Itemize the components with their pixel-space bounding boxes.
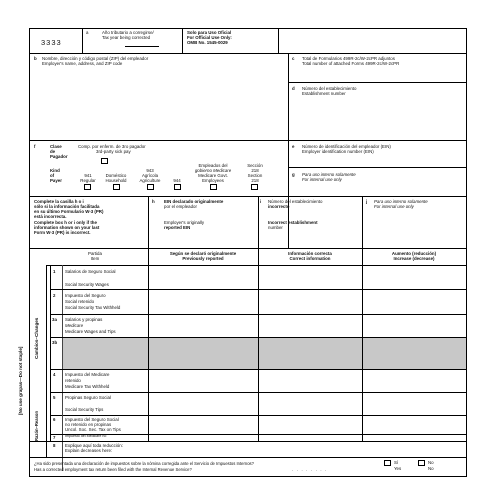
item-e-letter: e xyxy=(292,144,295,149)
checkbox-section-218[interactable] xyxy=(251,184,258,190)
yes-en: Yes xyxy=(394,466,402,471)
checkbox-944[interactable] xyxy=(174,184,181,190)
item-j-letter: j xyxy=(366,199,368,204)
row-2-adjustment-field[interactable] xyxy=(362,289,466,314)
row-8-en: Explain decreases here: xyxy=(65,448,113,453)
row-6-correct-field[interactable] xyxy=(258,415,362,434)
reason-label: Razón–Reason xyxy=(34,410,39,441)
row-7-es1: Impuesto del Medicare no xyxy=(65,434,107,438)
row-4-en: Medicare Tax Withheld xyxy=(65,384,110,389)
checkbox-sick-pay[interactable] xyxy=(101,158,108,164)
de-label: de xyxy=(50,149,56,154)
row-7-previous-field[interactable] xyxy=(148,434,258,441)
row-4-es1: Impuesto del Medicare xyxy=(65,372,110,377)
kind-household-es: Doméstico xyxy=(105,173,127,178)
col-prev-es: Según se declaró originalmente xyxy=(169,251,237,256)
col-adj-es: Aumento (reducción) xyxy=(391,251,437,256)
item-a-letter: a xyxy=(86,30,89,35)
item-b-label-es: Nombre, dirección y código postal (ZIP) del empleador xyxy=(42,56,149,61)
col-corr-es: Información correcta xyxy=(288,251,332,256)
item-c-label-es: Total de Formularios 499R-2c/W-2cPR adjuntos xyxy=(302,56,395,61)
row-6-num: 6 xyxy=(53,417,56,422)
col-partida: Partida xyxy=(88,251,102,256)
item-e-label-en: Employer identification number (EIN) xyxy=(302,149,374,154)
kind-label: Kind xyxy=(50,168,60,173)
row-4-es2: retenido xyxy=(65,378,81,383)
checkbox-no[interactable] xyxy=(418,460,425,466)
checkbox-agriculture[interactable] xyxy=(147,184,154,190)
row-6-en: Uncol. Soc. Sec. Tax on Tips xyxy=(65,427,121,432)
row-1-previous-field[interactable] xyxy=(148,265,258,289)
yes-es: Sí xyxy=(394,460,399,465)
omb-number: OMB No. 1545-0029 xyxy=(187,40,228,45)
instr-line-5: Complete box h or i only if the xyxy=(34,220,97,225)
checkbox-yes[interactable] xyxy=(384,460,391,466)
kind-section: Section xyxy=(247,173,263,178)
item-b-label-en: Employer's name, address, and ZIP code xyxy=(42,61,123,66)
row-2-es2: Social retenido xyxy=(65,299,95,304)
kind-household-en: Household xyxy=(105,178,127,183)
row-3a-en: Medicare Wages and Tips xyxy=(65,329,116,334)
item-g-letter: g xyxy=(292,172,295,177)
checkbox-medicare-govt[interactable] xyxy=(210,184,217,190)
no-es: No xyxy=(428,460,434,465)
item-c-letter: c xyxy=(292,56,295,61)
changes-label: Cambios–Changes xyxy=(34,317,39,359)
row-4-correct-field[interactable] xyxy=(258,369,362,392)
kind-941-label: Regular xyxy=(80,178,96,183)
kind-218-a: 218 xyxy=(251,168,259,173)
form-w3cpr: 3333 a Año tributario a corregirse/ Tax year being corrected Solo para Uso Oficial For Official Use Only: OMB No. 1545-0029 b Nombre, dirección y código postal (ZIP) del empleador Employer's name, address, and ZIP code c Total de Formularios 499R-2c/W-2cPR adjuntos Total number of attached Forms 499R-2c/W-2cPR d Número del establecimiento Establishment number f Clase de Pagador Comp. por enferm. de 3ro pagador 3rd-party sick pay Kind of Payer 941 Regular Doméstico Household 943 Agrícola Agriculture 944 Empleados del gobierno Medicare Medicare Govt. Employees Sección 218 Section 218 e Número de identificación del empleador (EIN) Employer identification number (EIN) g Para uso interno solamente For internal use only Complete la casilla h o i sólo si la información facilitada en su último Formulario W-3 (PR) está incorrecta. Complete box h or i only if the information shown on your last Form W-3 (PR) is incorrect. h EIN declarado originalmente por el empleador Employer's originally reported EIN i Número del establecimiento incorrecto Incorrect establishment number j Para uso interno solamente For internal use only Partida Item Según se declaró originalmente Previously reported Información correcta Correct information Aumento (reducción) Increase (decrease) [No use grapas—Do not staple] Cambios–Changes Razón–Reason 1 Salarios de Seguro Social Social Security Wages 2 Impuesto del Seguro Social retenido Social Security Tax Withheld 3a Salarios y propinas Medicare Medicare Wages and Tips 3b 4 Impuesto del Medicare retenido Medicare Tax Withheld 5 Propinas Seguro Social Social Security Tips 6 Impuesto del Seguro Social no retenido en propinas Uncol. Soc. Sec. Tax on Tips 7 Impuesto del Medicare no 8 Explique aquí toda reducción: Explain decreases here: ¿Ha sido presentada una declaración de impuestos sobre la nómina corregida ante el Servicio de Impuestos Internos? Has a corrected employment tax return been filed with the Internal Revenue Service? . . . . . . . . Sí Yes No No xyxy=(29,28,467,477)
payer-label: Payer xyxy=(50,178,62,183)
kind-944-num: 944 xyxy=(173,178,181,183)
row-5-en: Social Security Tips xyxy=(65,407,104,412)
row-3a-num: 3a xyxy=(52,317,57,322)
row-2-es1: Impuesto del Seguro xyxy=(65,293,106,298)
row-2-en: Social Security Tax Withheld xyxy=(65,305,121,310)
row-3b-num: 3b xyxy=(52,340,58,345)
item-j-en: For internal use only xyxy=(374,204,414,209)
instr-line-6: information shown on your last xyxy=(34,225,100,230)
item-i-es1: Número del establecimiento xyxy=(268,199,323,204)
question-en: Has a corrected employment tax return been filed with the Internal Revenue Service? xyxy=(34,467,192,472)
item-d-label-es: Número del establecimiento xyxy=(302,86,357,91)
item-j-es: Para uso interno solamente xyxy=(374,199,428,204)
instr-line-7: Form W-3 (PR) is incorrect. xyxy=(34,230,91,235)
row-1-es: Salarios de Seguro Social xyxy=(65,269,116,274)
row-2-correct-field[interactable] xyxy=(258,289,362,314)
row-1-correct-field[interactable] xyxy=(258,265,362,289)
official-use-en: For Official Use Only: xyxy=(187,35,232,40)
kind-218-b: 218 xyxy=(251,178,259,183)
row-1-en: Social Security Wages xyxy=(65,282,109,287)
row-7-correct-field[interactable] xyxy=(258,434,362,441)
item-c-label-en: Total number of attached Forms 499R-2c/W-2cPR xyxy=(302,61,400,66)
row-7-adjustment-field[interactable] xyxy=(362,434,466,441)
row-8-num: 8 xyxy=(53,443,56,448)
item-h-en1: Employer's originally xyxy=(164,220,205,225)
item-b-letter: b xyxy=(34,56,37,61)
row-7-num: 7 xyxy=(53,435,56,440)
kind-agriculture: Agriculture xyxy=(139,178,161,183)
of-label: of xyxy=(50,173,55,178)
kind-medicare-es1: Empleados del xyxy=(198,163,228,168)
form-number: 3333 xyxy=(41,38,62,47)
row-5-num: 5 xyxy=(53,395,56,400)
instr-line-3: en su último Formulario W-3 (PR) xyxy=(34,209,104,214)
item-i-letter: i xyxy=(260,199,262,204)
item-e-label-es: Número de identificación del empleador (EIN) xyxy=(302,144,391,149)
row-3a-adjustment-field[interactable] xyxy=(362,314,466,337)
item-h-es2: por el empleador xyxy=(164,204,197,209)
row-4-num: 4 xyxy=(53,372,56,377)
incorrect-establishment-field[interactable] xyxy=(258,196,362,248)
kind-medicare-en1: Medicare Govt. xyxy=(198,173,228,178)
col-item: Item xyxy=(90,256,100,261)
col-adj-en: Increase (decrease) xyxy=(393,256,435,261)
no-en: No xyxy=(428,466,434,471)
row-4-adjustment-field[interactable] xyxy=(362,369,466,392)
row-5-correct-field[interactable] xyxy=(258,392,362,415)
row-3a-es1: Salarios y propinas xyxy=(65,317,103,322)
kind-medicare-en2: Employees xyxy=(202,178,224,183)
row-4-previous-field[interactable] xyxy=(148,369,258,392)
row-5-previous-field[interactable] xyxy=(148,392,258,415)
row-3a-previous-field[interactable] xyxy=(148,314,258,337)
ein-field[interactable] xyxy=(288,140,466,167)
row-3a-es2: Medicare xyxy=(65,323,84,328)
kind-agricola: Agrícola xyxy=(141,173,159,178)
row-2-previous-field[interactable] xyxy=(148,289,258,314)
row-6-es1: Impuesto del Seguro Social xyxy=(65,417,119,422)
item-d-letter: d xyxy=(292,86,295,91)
item-h-en2: reported EIN xyxy=(164,225,191,230)
row-3a-correct-field[interactable] xyxy=(258,314,362,337)
row-6-adjustment-field[interactable] xyxy=(362,415,466,434)
row-1-num: 1 xyxy=(53,269,56,274)
col-prev-en: Previously reported xyxy=(182,256,224,261)
item-f-letter: f xyxy=(34,144,36,149)
checkbox-household[interactable] xyxy=(113,184,120,190)
item-a-label-es: Año tributario a corregirse/ xyxy=(102,30,154,35)
item-g-label-en: For internal use only xyxy=(302,177,342,182)
kind-941-num: 941 xyxy=(84,173,92,178)
item-h-letter: h xyxy=(152,199,155,204)
tax-year-field[interactable] xyxy=(125,46,159,47)
row-1-adjustment-field[interactable] xyxy=(362,265,466,289)
instr-line-2: sólo si la información facilitada xyxy=(34,204,100,209)
question-es: ¿Ha sido presentada una declaración de impuestos sobre la nómina corregida ante el Servicio de Impuestos Internos? xyxy=(34,461,254,466)
item-i-en2: number xyxy=(268,225,283,230)
kind-seccion: Sección xyxy=(247,163,263,168)
row-8-es: Explique aquí toda reducción: xyxy=(65,443,123,448)
row-6-es2: no retenido en propinas xyxy=(65,422,112,427)
clase-label: Clase xyxy=(50,144,62,149)
kind-943-num: 943 xyxy=(146,168,154,173)
sick-pay-en: 3rd-party sick pay xyxy=(96,149,131,154)
instr-line-4: está incorrecta. xyxy=(34,214,67,219)
col-corr-en: Correct information xyxy=(289,256,331,261)
item-d-label-en: Establishment number xyxy=(302,91,346,96)
kind-medicare-es2: gobierno Medicare xyxy=(194,168,232,173)
item-a-label-en: Tax year being corrected xyxy=(102,35,151,40)
row-5-adjustment-field[interactable] xyxy=(362,392,466,415)
row-6-previous-field[interactable] xyxy=(148,415,258,434)
instr-line-1: Complete la casilla h o i xyxy=(34,199,84,204)
item-h-es1: EIN declarado originalmente xyxy=(164,199,224,204)
item-g-label-es: Para uso interno solamente xyxy=(302,172,356,177)
item-i-en1: Incorrect establishment xyxy=(268,220,318,225)
row-2-num: 2 xyxy=(53,293,56,298)
pagador-label: Pagador xyxy=(50,154,68,159)
item-i-es2: incorrecto xyxy=(268,204,290,209)
checkbox-941[interactable] xyxy=(84,184,91,190)
row-3b-shading xyxy=(63,338,466,370)
decrease-explanation-field[interactable] xyxy=(150,441,466,457)
official-use-es: Solo para Uso Oficial xyxy=(187,30,232,35)
no-staple-label: [No use grapas—Do not staple] xyxy=(18,346,23,415)
row-5-es: Propinas Seguro Social xyxy=(65,395,111,400)
sick-pay-es: Comp. por enferm. de 3ro pagador xyxy=(78,144,146,149)
